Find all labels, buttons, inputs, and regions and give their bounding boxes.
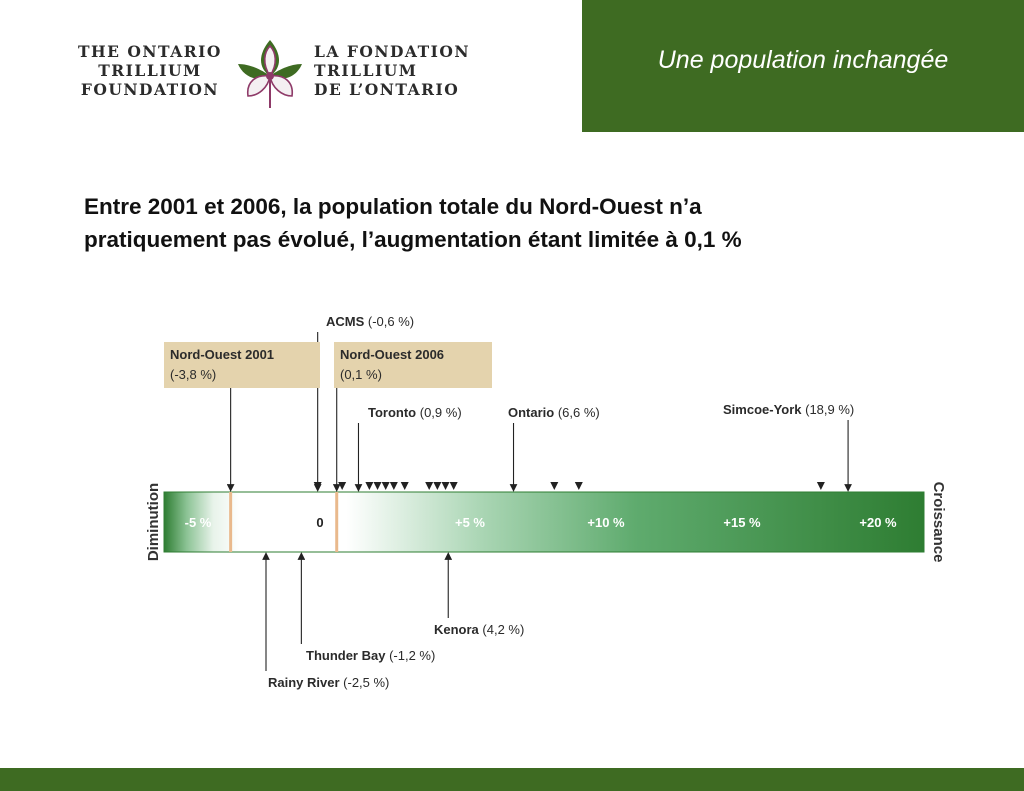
label-below-kenora: Kenora (4,2 %) bbox=[434, 622, 525, 637]
logo-text-french bbox=[314, 42, 470, 99]
logo-line-2: TRILLIUM bbox=[98, 61, 202, 80]
slide-title: Une population inchangée bbox=[657, 45, 949, 74]
scale-label-5: +20 % bbox=[859, 515, 897, 530]
box-name-1: Nord-Ouest 2001 bbox=[170, 347, 275, 362]
footer-bar bbox=[0, 768, 1024, 791]
logo-line-3: FOUNDATION bbox=[80, 80, 220, 99]
box-value-2: (0,1 %) bbox=[340, 367, 382, 382]
logo-line-1: THE ONTARIO bbox=[78, 42, 222, 61]
label-below-rainy-river: Rainy River (-2,5 %) bbox=[268, 675, 390, 690]
scale-label-4: +15 % bbox=[723, 515, 761, 530]
foundation-logo bbox=[78, 34, 478, 110]
scale-band bbox=[164, 492, 924, 552]
label-above-simcoe-york: Simcoe-York (18,9 %) bbox=[723, 402, 855, 417]
logo-line-fr-1: LA FONDATION bbox=[314, 42, 471, 61]
headline-line-1: Entre 2001 et 2006, la population totale du Nord-Ouest n’a bbox=[84, 194, 702, 219]
trillium-icon bbox=[228, 34, 312, 110]
headline-line-2: pratiquement pas évolué, l’augmentation étant limitée à 0,1 % bbox=[84, 227, 742, 252]
label-above-ontario: Ontario (6,6 %) bbox=[508, 405, 600, 420]
box-value-1: (-3,8 %) bbox=[170, 367, 217, 382]
label-above-toronto: Toronto (0,9 %) bbox=[368, 405, 462, 420]
logo-line-fr-3: DE L’ONTARIO bbox=[314, 80, 460, 99]
scale-label-0: -5 % bbox=[184, 515, 212, 530]
scale-label-2: +5 % bbox=[455, 515, 485, 530]
scale-label-1: 0 bbox=[316, 515, 324, 530]
label-above-acms: ACMS (-0,6 %) bbox=[326, 314, 415, 329]
scale-label-3: +10 % bbox=[587, 515, 625, 530]
population-change-scale bbox=[86, 302, 966, 708]
title-banner bbox=[582, 0, 1024, 132]
label-below-thunder-bay: Thunder Bay (-1,2 %) bbox=[306, 648, 436, 663]
axis-label-croissance: Croissance bbox=[930, 481, 947, 563]
logo-line-fr-2: TRILLIUM bbox=[314, 61, 418, 80]
box-name-2: Nord-Ouest 2006 bbox=[340, 347, 445, 362]
headline bbox=[84, 190, 964, 256]
axis-label-diminution: Diminution bbox=[145, 482, 162, 562]
logo-text-english bbox=[78, 42, 222, 99]
